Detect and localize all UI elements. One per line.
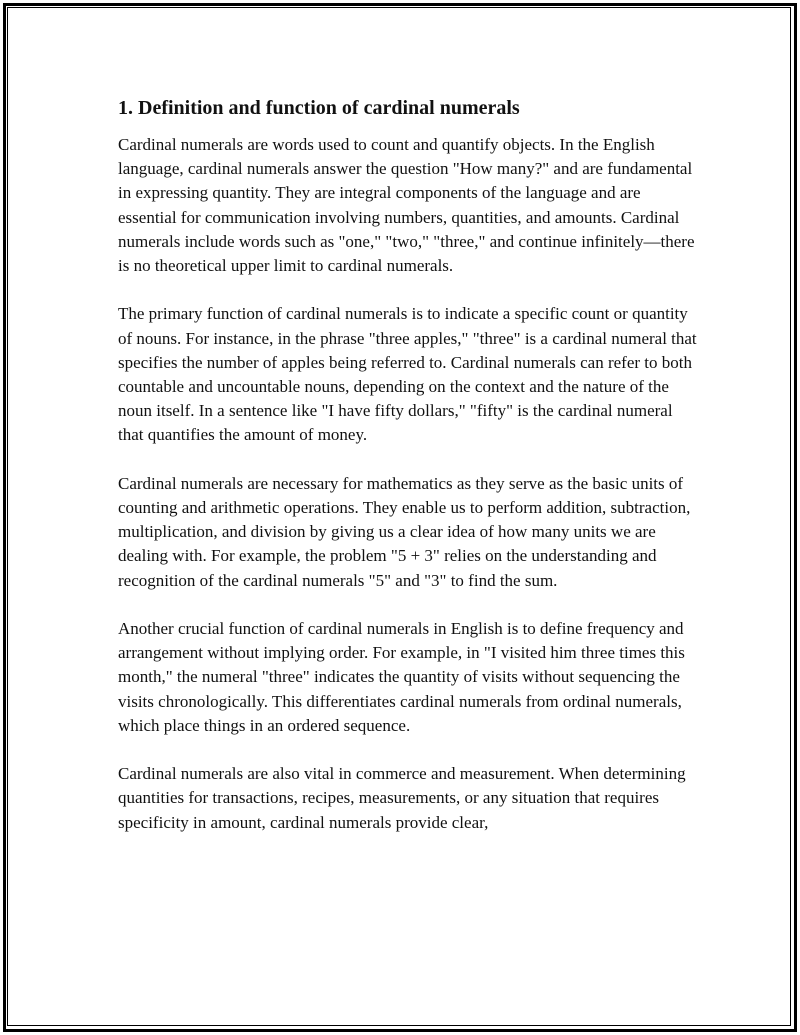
paragraph-mathematics: Cardinal numerals are necessary for mathematics as they serve as the basic units of counting and arithmetic operations. They enable us to perform addition, subtraction, multiplication, and division by giving us a clear idea of how many units we are dealing with. For example, the problem "5 + 3" relies on the understanding and recognition of the cardinal numerals "5" and "3" to find the sum. bbox=[118, 473, 691, 590]
section-heading: 1. Definition and function of cardinal numerals bbox=[118, 97, 520, 119]
paragraph-primary-function: The primary function of cardinal numerals is to indicate a specific count or quantity of nouns. For instance, in the phrase "three apples," "three" is a cardinal numeral that specifies the number of apples being referred to. Cardinal numerals can refer to both countable and uncountable nouns, depending on the context and the nature of the noun itself. In a sentence like "I have fifty dollars," "fifty" is the cardinal numeral that quantifies the amount of money. bbox=[118, 304, 697, 445]
paragraph-definition: Cardinal numerals are words used to count and quantify objects. In the English language, cardinal numerals answer the question "How many?" and are fundamental in expressing quantity. They are integral components of the language and are essential for communication involving numbers, quantities, and amounts. Cardinal numerals include words such as "one," "two," "three," and continue infinitely—there is no theoretical upper limit to cardinal numerals. bbox=[118, 135, 695, 276]
document-body bbox=[118, 96, 698, 859]
paragraph-commerce: Cardinal numerals are also vital in commerce and measurement. When determining quantities for transactions, recipes, measurements, or any situation that requires specificity in amount, cardinal numerals provide clear, bbox=[118, 764, 686, 832]
paragraph-frequency: Another crucial function of cardinal numerals in English is to define frequency and arrangement without implying order. For example, in "I visited him three times this month," the numeral "three" indicates the quantity of visits without sequencing the visits chronologically. This differentiates cardinal numerals from ordinal numerals, which place things in an ordered sequence. bbox=[118, 619, 685, 735]
